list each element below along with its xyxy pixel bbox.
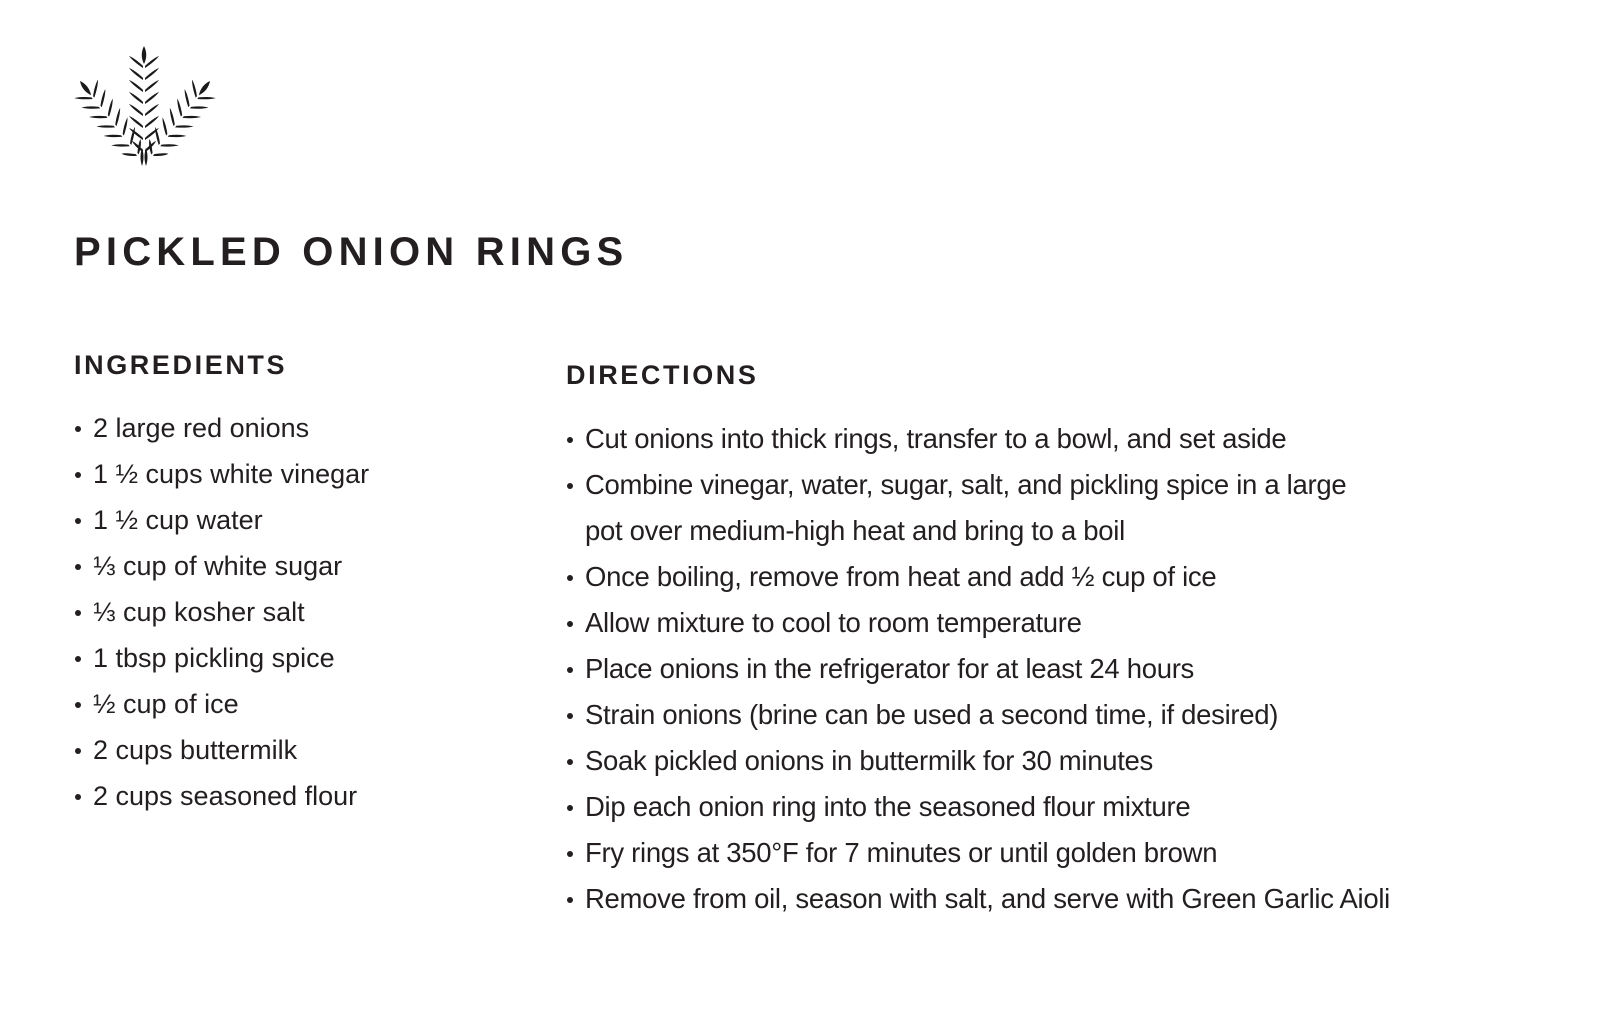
directions-section [566,362,1566,922]
direction-step: Combine vinegar, water, sugar, salt, and pickling spice in a large [566,462,1566,508]
recipe-title: PICKLED ONION RINGS [74,230,629,274]
ingredient-item: ⅓ cup of white sugar [74,543,514,589]
ingredients-heading: INGREDIENTS [74,350,288,380]
direction-step: Remove from oil, season with salt, and serve with Green Garlic Aioli [566,876,1566,922]
ingredient-item: 1 ½ cups white vinegar [74,451,514,497]
ingredients-section [74,352,514,819]
ingredients-list [74,405,514,819]
direction-step: Soak pickled onions in buttermilk for 30 minutes [566,738,1566,784]
ingredient-item: 2 cups buttermilk [74,727,514,773]
directions-heading: DIRECTIONS [566,360,759,390]
directions-list [566,416,1566,922]
direction-step: Allow mixture to cool to room temperature [566,600,1566,646]
direction-step-continuation: pot over medium-high heat and bring to a boil [585,515,1125,546]
direction-step: Once boiling, remove from heat and add ½ cup of ice [566,554,1566,600]
ingredient-item: ½ cup of ice [74,681,514,727]
direction-step: Strain onions (brine can be used a second time, if desired) [566,692,1566,738]
direction-step: Dip each onion ring into the seasoned flour mixture [566,784,1566,830]
direction-step: Fry rings at 350°F for 7 minutes or until golden brown [566,830,1566,876]
ingredient-item: 1 ½ cup water [74,497,514,543]
ingredient-item: 2 large red onions [74,405,514,451]
ingredient-item: ⅓ cup kosher salt [74,589,514,635]
wheat-icon [74,44,216,172]
direction-step: Cut onions into thick rings, transfer to a bowl, and set aside [566,416,1566,462]
direction-step: Place onions in the refrigerator for at least 24 hours [566,646,1566,692]
ingredient-item: 1 tbsp pickling spice [74,635,514,681]
ingredient-item: 2 cups seasoned flour [74,773,514,819]
